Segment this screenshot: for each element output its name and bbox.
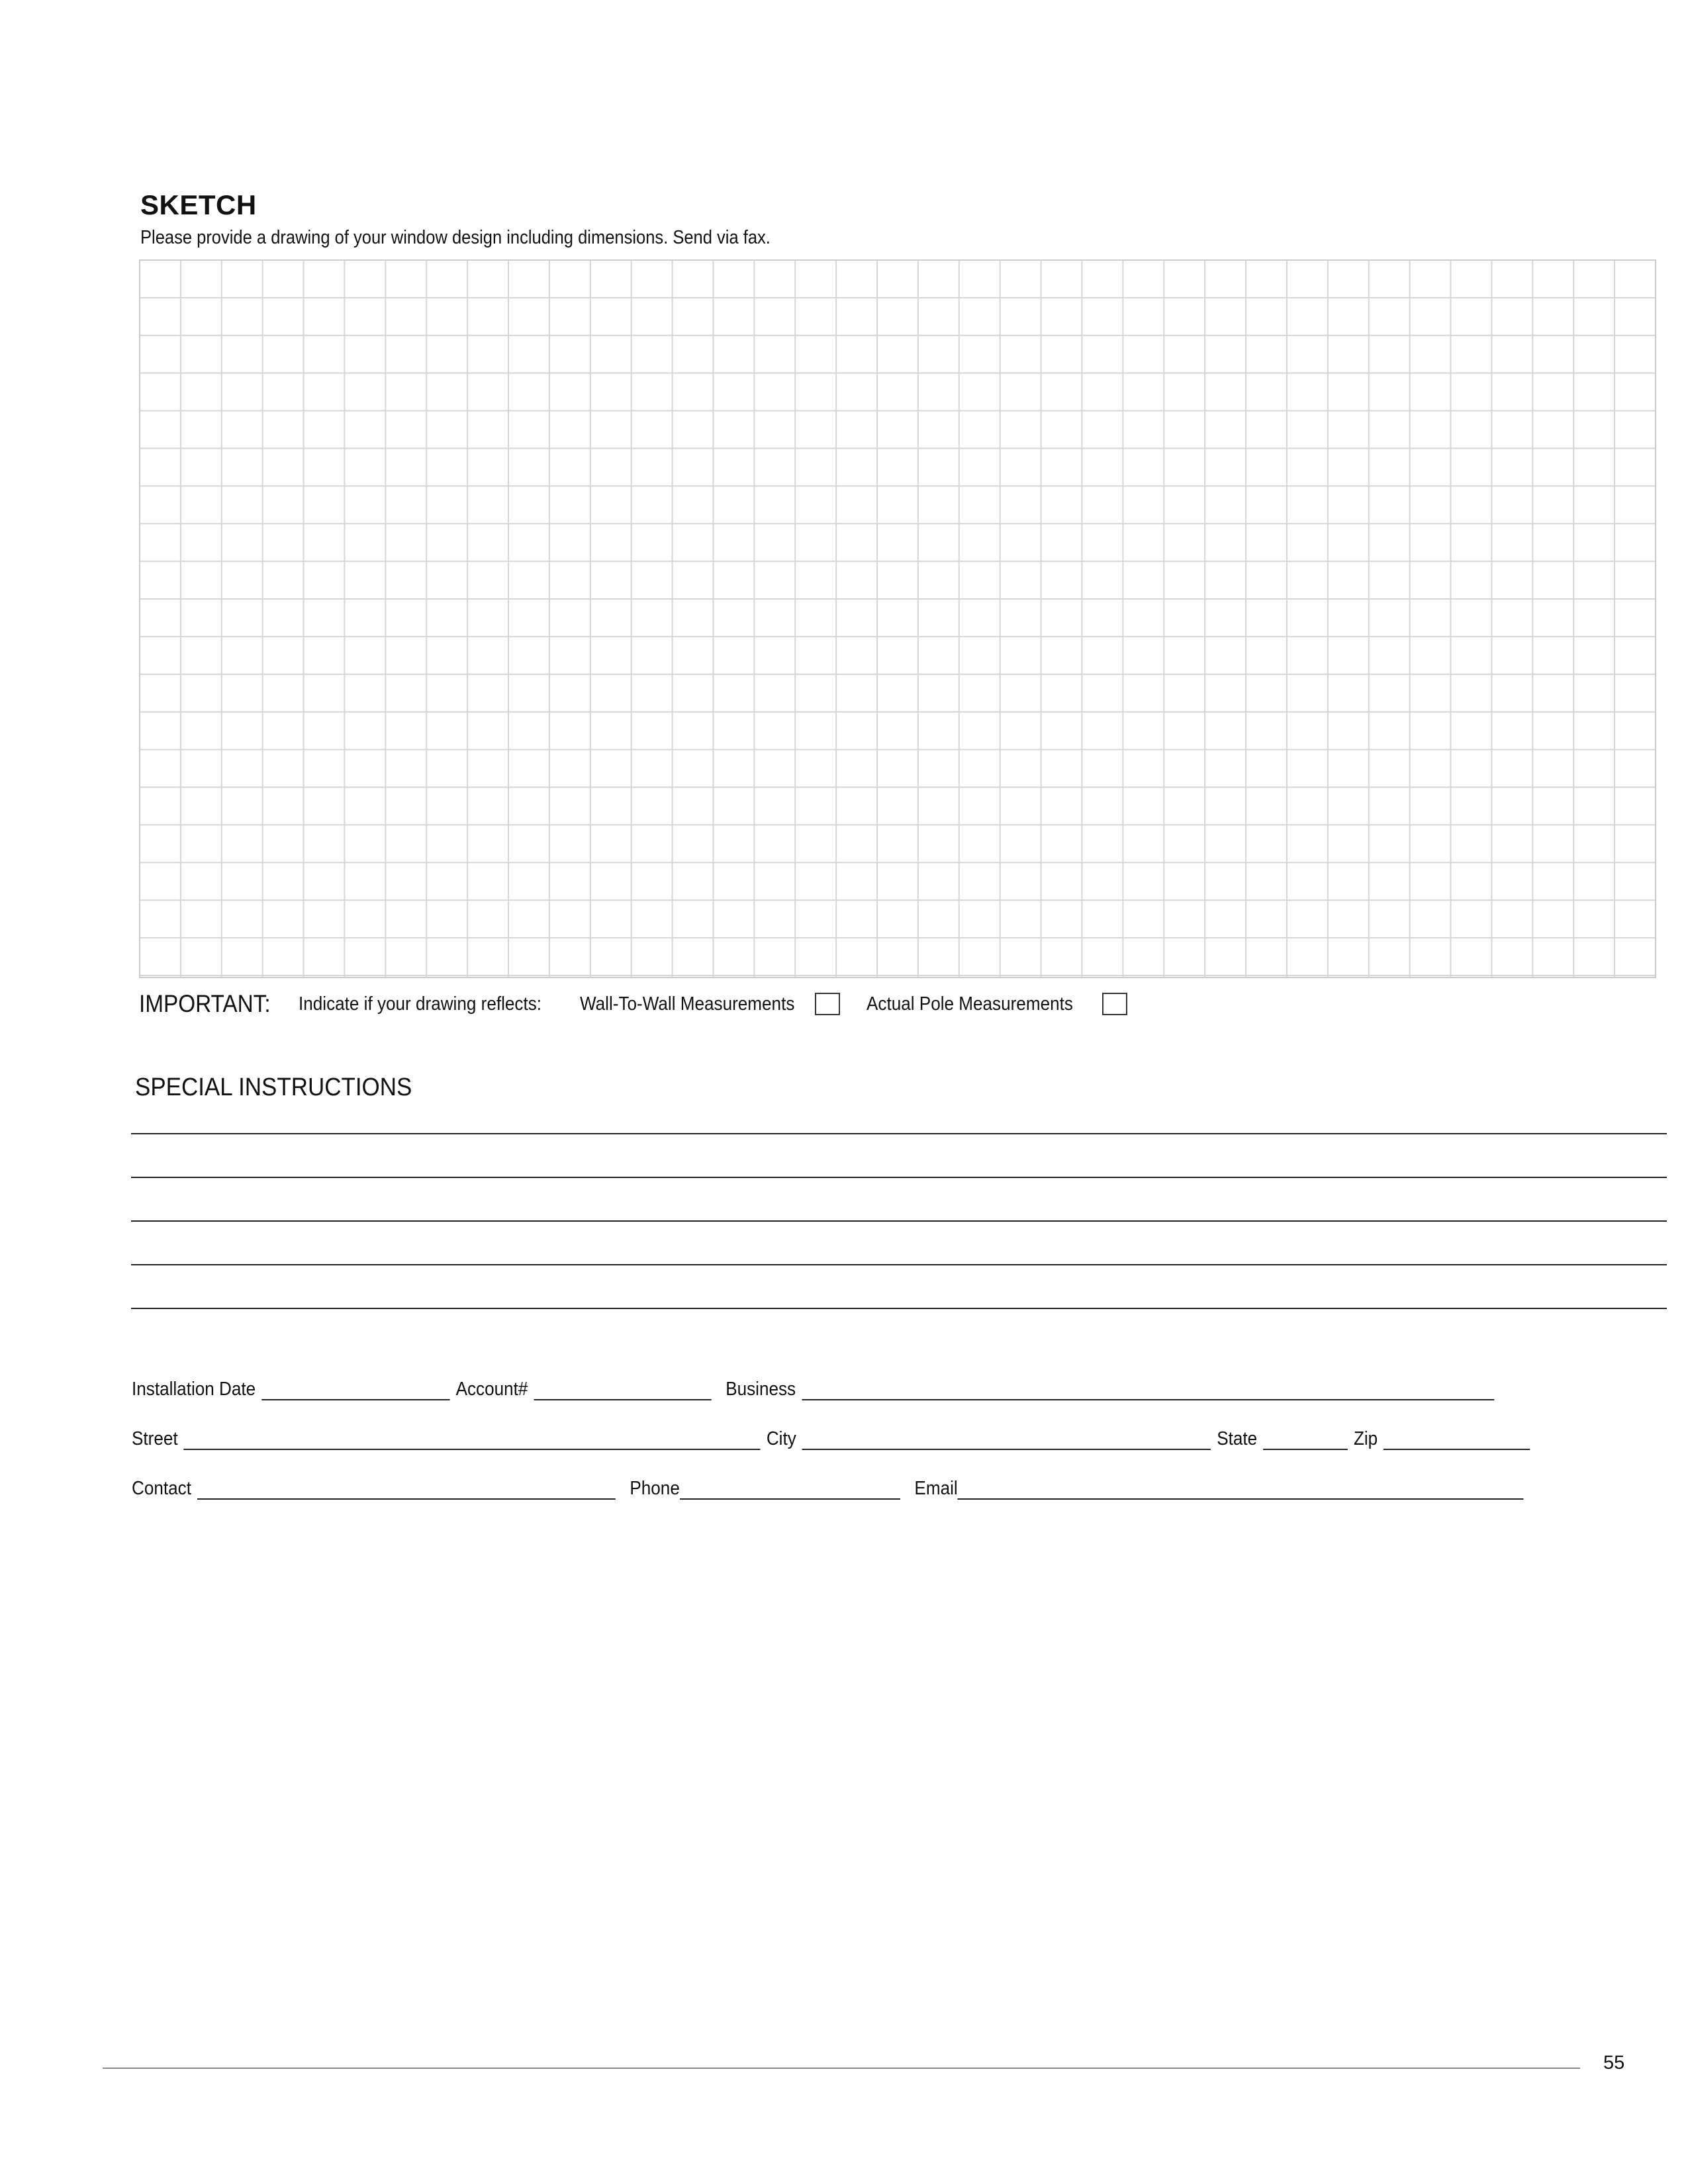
zip-label: Zip bbox=[1353, 1428, 1378, 1449]
special-instructions-line[interactable] bbox=[131, 1177, 1667, 1178]
street-field[interactable] bbox=[184, 1429, 761, 1450]
phone-label: Phone bbox=[630, 1478, 680, 1499]
sketch-title: SKETCH bbox=[140, 189, 257, 220]
special-instructions-title: SPECIAL INSTRUCTIONS bbox=[135, 1073, 412, 1101]
account-field[interactable] bbox=[534, 1379, 711, 1400]
special-instructions-line[interactable] bbox=[131, 1264, 1667, 1265]
sketch-instructions: Please provide a drawing of your window design including dimensions. Send via fax. bbox=[140, 227, 771, 248]
installation-date-field[interactable] bbox=[261, 1379, 449, 1400]
business-label: Business bbox=[726, 1379, 796, 1400]
zip-field[interactable] bbox=[1383, 1429, 1530, 1450]
account-label: Account# bbox=[455, 1379, 528, 1400]
form-row-address bbox=[132, 1428, 1536, 1450]
actual-pole-checkbox[interactable] bbox=[1102, 993, 1127, 1015]
email-label: Email bbox=[914, 1478, 958, 1499]
city-field[interactable] bbox=[802, 1429, 1211, 1450]
business-field[interactable] bbox=[802, 1379, 1494, 1400]
important-prompt: Indicate if your drawing reflects: bbox=[298, 993, 541, 1015]
actual-pole-label: Actual Pole Measurements bbox=[866, 993, 1073, 1015]
state-label: State bbox=[1217, 1428, 1258, 1449]
footer-divider bbox=[103, 2068, 1580, 2069]
page-number: 55 bbox=[1603, 2052, 1625, 2073]
contact-label: Contact bbox=[132, 1478, 191, 1499]
phone-field[interactable] bbox=[680, 1479, 900, 1500]
special-instructions-line[interactable] bbox=[131, 1220, 1667, 1222]
wall-to-wall-label: Wall-To-Wall Measurements bbox=[580, 993, 795, 1015]
important-row bbox=[139, 989, 1127, 1019]
important-label: IMPORTANT: bbox=[139, 990, 271, 1017]
city-label: City bbox=[766, 1428, 796, 1449]
wall-to-wall-checkbox[interactable] bbox=[815, 993, 840, 1015]
contact-field[interactable] bbox=[197, 1479, 616, 1500]
form-row-contact bbox=[132, 1478, 1530, 1500]
special-instructions-line[interactable] bbox=[131, 1308, 1667, 1309]
email-field[interactable] bbox=[958, 1479, 1524, 1500]
street-label: Street bbox=[132, 1428, 178, 1449]
special-instructions-line[interactable] bbox=[131, 1133, 1667, 1134]
installation-date-label: Installation Date bbox=[132, 1379, 256, 1400]
state-field[interactable] bbox=[1263, 1429, 1348, 1450]
form-row-installation bbox=[132, 1379, 1500, 1400]
sketch-grid[interactable] bbox=[139, 259, 1656, 978]
